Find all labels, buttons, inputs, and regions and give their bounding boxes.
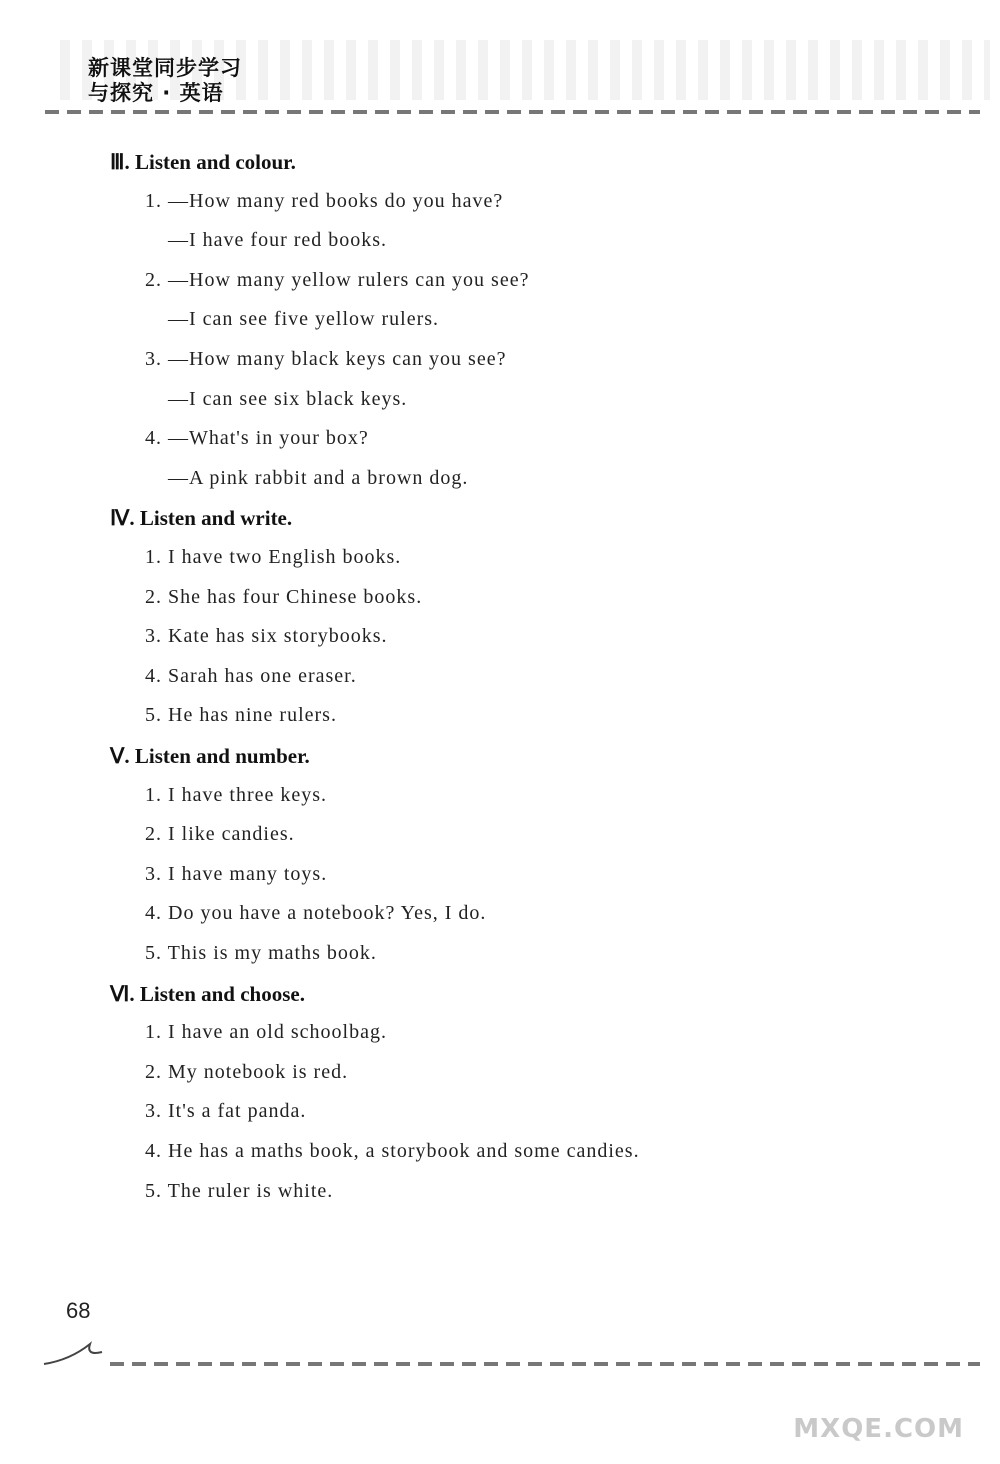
book-title [88, 56, 242, 106]
answer-reply-line: —I have four red books. [168, 229, 388, 252]
answer-line: 4. —What's in your box? [145, 427, 369, 450]
footer-divider [110, 1362, 980, 1366]
answer-line: 1. I have two English books. [145, 546, 402, 568]
answer-line: 2. —How many yellow rulers can you see? [145, 268, 530, 291]
answer-line: 1. I have three keys. [145, 783, 328, 806]
answer-line: 1. I have an old schoolbag. [145, 1021, 387, 1044]
answer-line: 3. I have many toys. [145, 862, 328, 885]
watermark-text: MXQE.COM [793, 1414, 964, 1444]
answer-line: 2. I like candies. [145, 823, 295, 846]
answer-line: 4. He has a maths book, a storybook and some candies. [145, 1140, 640, 1162]
book-title-line1: 新课堂同步学习 [88, 56, 242, 80]
section-title: Ⅲ. Listen and colour. [110, 150, 296, 174]
answer-reply-line: —A pink rabbit and a brown dog. [168, 466, 469, 489]
answer-reply-line: —I can see five yellow rulers. [168, 308, 440, 331]
answer-line: 1. —How many red books do you have? [145, 189, 504, 212]
section-title: Ⅴ. Listen and number. [110, 744, 310, 768]
watermark [748, 1376, 978, 1456]
section-title: Ⅳ. Listen and write. [110, 506, 293, 531]
answer-line: 3. —How many black keys can you see? [145, 348, 507, 370]
answer-line: 2. She has four Chinese books. [145, 585, 423, 608]
section-title: Ⅵ. Listen and choose. [110, 981, 305, 1006]
header-divider [45, 110, 980, 114]
answer-line: 5. He has nine rulers. [145, 704, 337, 727]
answer-line: 3. Kate has six storybooks. [145, 625, 388, 648]
book-title-line2: 与探究 · 英语 [88, 81, 224, 105]
page-header [0, 0, 1000, 120]
answer-line: 4. Do you have a notebook? Yes, I do. [145, 902, 487, 925]
answer-line: 4. Sarah has one eraser. [145, 664, 357, 687]
answer-reply-line: —I can see six black keys. [168, 387, 408, 410]
answer-line: 5. This is my maths book. [145, 942, 377, 964]
swoosh-decoration-icon [40, 1330, 120, 1370]
answer-line: 5. The ruler is white. [145, 1179, 334, 1202]
page-number: 68 [66, 1298, 91, 1323]
answer-line: 2. My notebook is red. [145, 1060, 349, 1083]
answer-line: 3. It's a fat panda. [145, 1100, 307, 1123]
